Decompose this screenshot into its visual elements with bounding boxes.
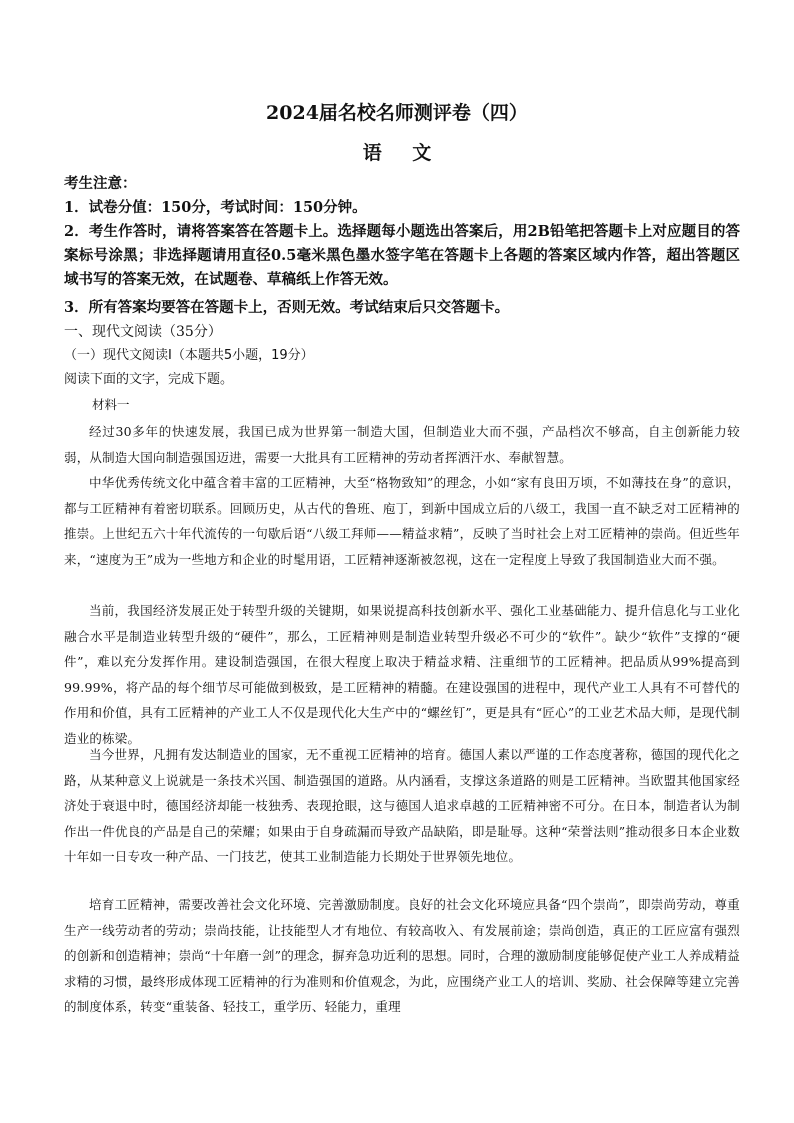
notice-item-1: 1．试卷分值：150分，考试时间：150分钟。 — [64, 199, 367, 216]
material-paragraph: 中华优秀传统文化中蕴含着丰富的工匠精神，大至“格物致知”的理念，小如“家有良田万顷，不如薄技在身”的意识，都与工匠精神有着密切联系。回顾历史，从古代的鲁班、庖丁，到新中国成立后的八级工，我国一直不缺乏对工匠精神的推崇。上世纪五六十年代流传的一句歇后语“八级工拜师——精益求精”，反映了当时社会上对工匠精神的崇尚。但近些年来，“速度为王”成为一些地方和企业的时髦用语，工匠精神逐渐被忽视，这在一定程度上导致了我国制造业大而不强。 — [64, 475, 740, 567]
notice-item-3: 3．所有答案均要答在答题卡上，否则无效。考试结束后只交答题卡。 — [64, 299, 510, 316]
section-heading: 一、现代文阅读（35分） — [64, 324, 222, 340]
notice-item-2: 2．考生作答时，请将答案答在答题卡上。选择题每小题选出答案后，用2B铅笔把答题卡上对应题目的答案标号涂黑；非选择题请用直径0.5毫米黑色墨水签字笔在答题卡上各题的答案区域内作答，超出答题区域书写的答案无效，在试题卷、草稿纸上作答无效。 — [64, 223, 740, 288]
reading-instruction: 阅读下面的文字，完成下题。 — [64, 372, 234, 387]
section-subheading: （一）现代文阅读Ⅰ（本题共5小题，19分） — [64, 348, 314, 363]
exam-title: 2024届名校名师测评卷（四） — [266, 102, 528, 124]
material-paragraph: 培育工匠精神，需要改善社会文化环境、完善激励制度。良好的社会文化环境应具备“四个崇尚”，即崇尚劳动，尊重生产一线劳动者的劳动；崇尚技能，让技能型人才有地位、有较高收入、有发展前途；崇尚创造，真正的工匠应富有强烈的创新和创造精神；崇尚“十年磨一剑”的理念，摒弃急功近利的思想。同时，合理的激励制度能够促使产业工人养成精益求精的习惯，最终形成体现工匠精神的行为准则和价值观念，为此，应围绕产业工人的培训、奖励、社会保障等建立完善的制度体系，转变“重装备、轻技工，重学历、轻能力，重理 — [64, 897, 740, 1015]
material-paragraph: 当今世界，凡拥有发达制造业的国家，无不重视工匠精神的培育。德国人素以严谨的工作态度著称，德国的现代化之路，从某种意义上说就是一条技术兴国、制造强国的道路。从内涵看，支撑这条道路的则是工匠精神。当欧盟其他国家经济处于衰退中时，德国经济却能一枝独秀、表现抢眼，这与德国人追求卓越的工匠精神密不可分。在日本，制造者认为制作出一件优良的产品是自己的荣耀；如果由于自身疏漏而导致产品缺陷，即是耻辱。这种“荣誉法则”推动很多日本企业数十年如一日专攻一种产品、一门技艺，使其工业制造能力长期处于世界领先地位。 — [64, 747, 740, 865]
notice-heading: 考生注意： — [64, 175, 137, 192]
material-paragraph: 当前，我国经济发展正处于转型升级的关键期，如果说提高科技创新水平、强化工业基础能力、提升信息化与工业化融合水平是制造业转型升级的“硬件”，那么，工匠精神则是制造业转型升级必不可少的“软件”。缺少“软件”支撑的“硬件”，难以充分发挥作用。建设制造强国，在很大程度上取决于精益求精、注重细节的工匠精神。把品质从99%提高到99.99%，将产品的每个细节尽可能做到极致，是工匠精神的精髓。在建设强国的进程中，现代产业工人具有不可替代的作用和价值，具有工匠精神的产业工人不仅是现代化大生产中的“螺丝钉”，更是具有“匠心”的工业艺术品大师，是现代制造业的栋梁。 — [64, 603, 740, 746]
material-label: 材料一 — [92, 397, 130, 412]
material-paragraph: 经过30多年的快速发展，我国已成为世界第一制造大国，但制造业大而不强，产品档次不够高，自主创新能力较弱，从制造大国向制造强国迈进，需要一大批具有工匠精神的劳动者挥洒汗水、奉献智慧。 — [64, 424, 740, 465]
subject-title: 语 文 — [362, 142, 444, 164]
